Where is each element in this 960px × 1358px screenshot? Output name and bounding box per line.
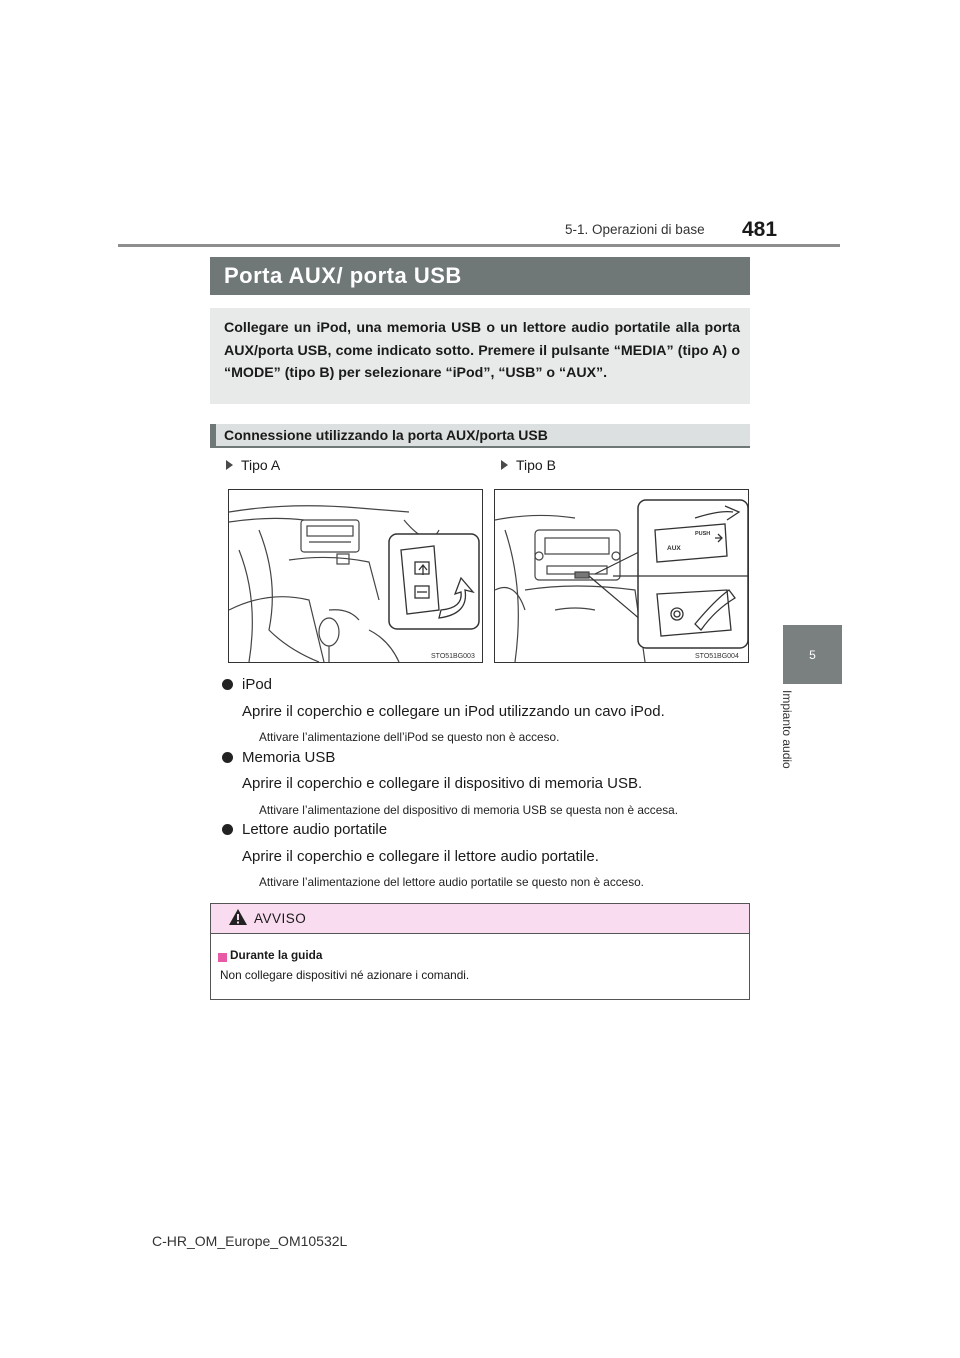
header-divider [118, 244, 840, 247]
item-title: Memoria USB [242, 749, 336, 766]
type-a-label [226, 457, 280, 473]
chapter-label-container [780, 690, 810, 790]
bullet-icon [222, 824, 233, 835]
push-label: PUSH [695, 531, 711, 537]
list-item-usb-memory [222, 749, 335, 766]
item-note: Attivare l’alimentazione dell’iPod se questo non è acceso. [259, 730, 560, 744]
subheading-text: Connessione utilizzando la porta AUX/porta USB [224, 427, 548, 443]
bullet-icon [222, 752, 233, 763]
type-b-text: Tipo B [516, 457, 556, 473]
page-number: 481 [742, 218, 778, 241]
dashboard-illustration-a [229, 490, 482, 662]
footer-doc-id: C-HR_OM_Europe_OM10532L [152, 1233, 348, 1249]
figure-type-b [494, 489, 749, 663]
type-a-text: Tipo A [241, 457, 281, 473]
item-description: Aprire il coperchio e collegare un iPod utilizzando un cavo iPod. [242, 703, 665, 720]
intro-paragraph: Collegare un iPod, una memoria USB o un lettore audio portatile alla porta AUX/porta USB, come indicato sotto. Premere il pulsante “MEDIA” (tipo A) o “MODE” (tipo B) per selezionare “iPod”, “USB” o “AUX”. [210, 308, 750, 404]
figure-type-a [228, 489, 483, 663]
list-item-ipod [222, 676, 272, 693]
triangle-bullet-icon [226, 460, 233, 470]
chapter-number: 5 [809, 647, 816, 662]
item-description: Aprire il coperchio e collegare il dispositivo di memoria USB. [242, 775, 643, 792]
figure-a-code: STO51BG003 [431, 653, 475, 660]
warning-label: AVVISO [254, 911, 307, 926]
aux-label: AUX [667, 545, 681, 552]
item-note: Attivare l’alimentazione del lettore audio portatile se questo non è acceso. [259, 875, 644, 889]
figure-b-code: STO51BG004 [695, 653, 739, 660]
item-note: Attivare l’alimentazione del dispositivo di memoria USB se questa non è accesa. [259, 803, 679, 817]
triangle-bullet-icon [501, 460, 508, 470]
warning-box [210, 903, 750, 1000]
type-b-label [501, 457, 556, 473]
warning-header [211, 904, 749, 934]
section-reference: 5-1. Operazioni di base [565, 222, 705, 237]
chapter-label: Impianto audio [780, 690, 794, 769]
chapter-tab [783, 625, 842, 684]
section-subheading [210, 424, 750, 448]
dashboard-illustration-b [495, 490, 749, 662]
bullet-icon [222, 679, 233, 690]
square-bullet-icon [218, 953, 227, 962]
warning-title: Durante la guida [230, 948, 323, 962]
warning-text: Non collegare dispositivi né azionare i comandi. [220, 968, 470, 982]
page-title: Porta AUX/ porta USB [210, 257, 750, 295]
item-title: Lettore audio portatile [242, 821, 388, 838]
warning-triangle-icon [228, 908, 248, 929]
item-title: iPod [242, 676, 273, 693]
list-item-portable-player [222, 821, 387, 838]
item-description: Aprire il coperchio e collegare il lettore audio portatile. [242, 848, 599, 865]
